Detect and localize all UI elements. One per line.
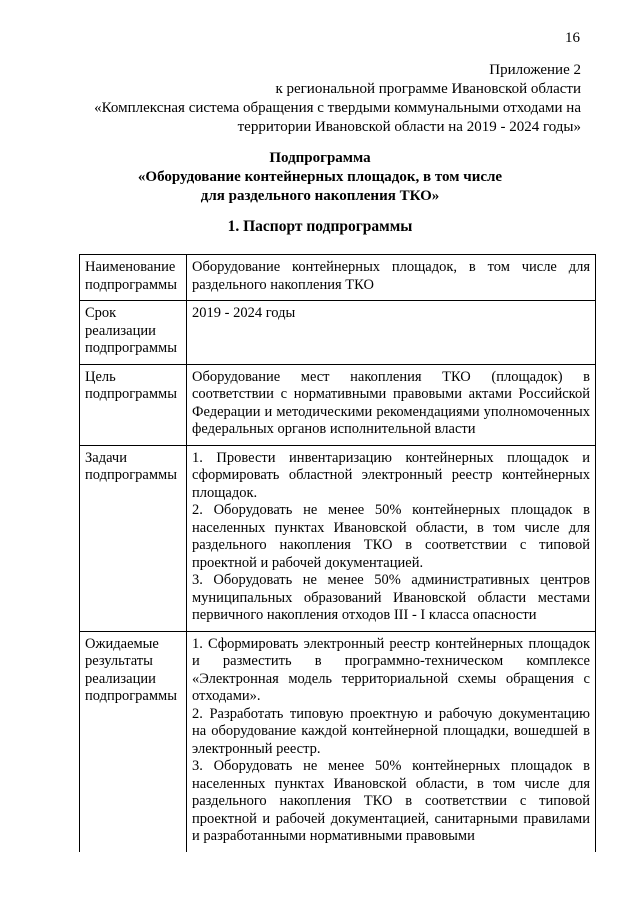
content-paragraph: 1. Провести инвентаризацию контейнерных площадок и сформировать областной электронный реестр контейнерных площадок. xyxy=(192,449,590,501)
subprogram-title-line: Подпрограмма xyxy=(269,150,371,166)
subprogram-title xyxy=(0,149,640,206)
content-paragraph: Оборудование мест накопления ТКО (площадок) в соответствии с нормативными правовыми актами Российской Федерации и методическими рекомендациями уполномоченных федеральных органов исполнительной власти xyxy=(192,368,590,437)
table-row xyxy=(80,255,596,301)
appendix-line: к региональной программе Ивановской области xyxy=(275,81,581,97)
row-label: Срок реализации подпрограммы xyxy=(80,301,187,365)
row-content xyxy=(187,445,596,631)
row-content xyxy=(187,631,596,852)
content-paragraph: 2. Разработать типовую проектную и рабочую документацию на оборудование каждой контейнерной площадки, вошедшей в электронный реестр. xyxy=(192,705,590,757)
row-label: Ожидаемые результаты реализации подпрограммы xyxy=(80,631,187,852)
section-heading: 1. Паспорт подпрограммы xyxy=(227,218,413,235)
row-content xyxy=(187,301,596,365)
row-content xyxy=(187,255,596,301)
appendix-line: «Комплексная система обращения с твердыми коммунальными отходами на xyxy=(94,100,581,116)
row-content xyxy=(187,364,596,445)
subprogram-title-line: «Оборудование контейнерных площадок, в том числе xyxy=(137,169,503,185)
row-label: Задачи подпрограммы xyxy=(80,445,187,631)
table-row xyxy=(80,445,596,631)
content-paragraph: 1. Сформировать электронный реестр контейнерных площадок и разместить в программно-техническом комплексе «Электронная модель территориальной схемы обращения с отходами». xyxy=(192,635,590,704)
appendix-header xyxy=(41,61,581,137)
content-paragraph: 2. Оборудовать не менее 50% контейнерных площадок в населенных пунктах Ивановской области, в том числе для раздельного накопления ТКО в соответствии с типовой проектной и рабочей документацией. xyxy=(192,502,590,571)
table-row xyxy=(80,301,596,365)
appendix-line: Приложение 2 xyxy=(489,62,581,78)
table-row xyxy=(80,364,596,445)
row-label: Наименование подпрограммы xyxy=(80,255,187,301)
row-label: Цель подпрограммы xyxy=(80,364,187,445)
passport-table xyxy=(79,254,596,852)
content-paragraph: 3. Оборудовать не менее 50% административных центров муниципальных образований Ивановской области местами первичного накопления отходов III - I класса опасности xyxy=(192,572,590,623)
content-paragraph: Оборудование контейнерных площадок, в том числе для раздельного накопления ТКО xyxy=(192,259,590,293)
content-paragraph: 3. Оборудовать не менее 50% контейнерных площадок в населенных пунктах Ивановской области, в том числе для раздельного накопления ТКО в соответствии с типовой проектной и рабочей документацией, санитарными правилами и разработанными нормативными правовыми xyxy=(192,758,590,844)
appendix-line: территории Ивановской области на 2019 - 2024 годы» xyxy=(237,119,581,135)
table-row xyxy=(80,631,596,852)
content-paragraph: 2019 - 2024 годы xyxy=(192,305,296,321)
page-number: 16 xyxy=(565,30,580,46)
subprogram-title-line: для раздельного накопления ТКО» xyxy=(200,188,440,204)
